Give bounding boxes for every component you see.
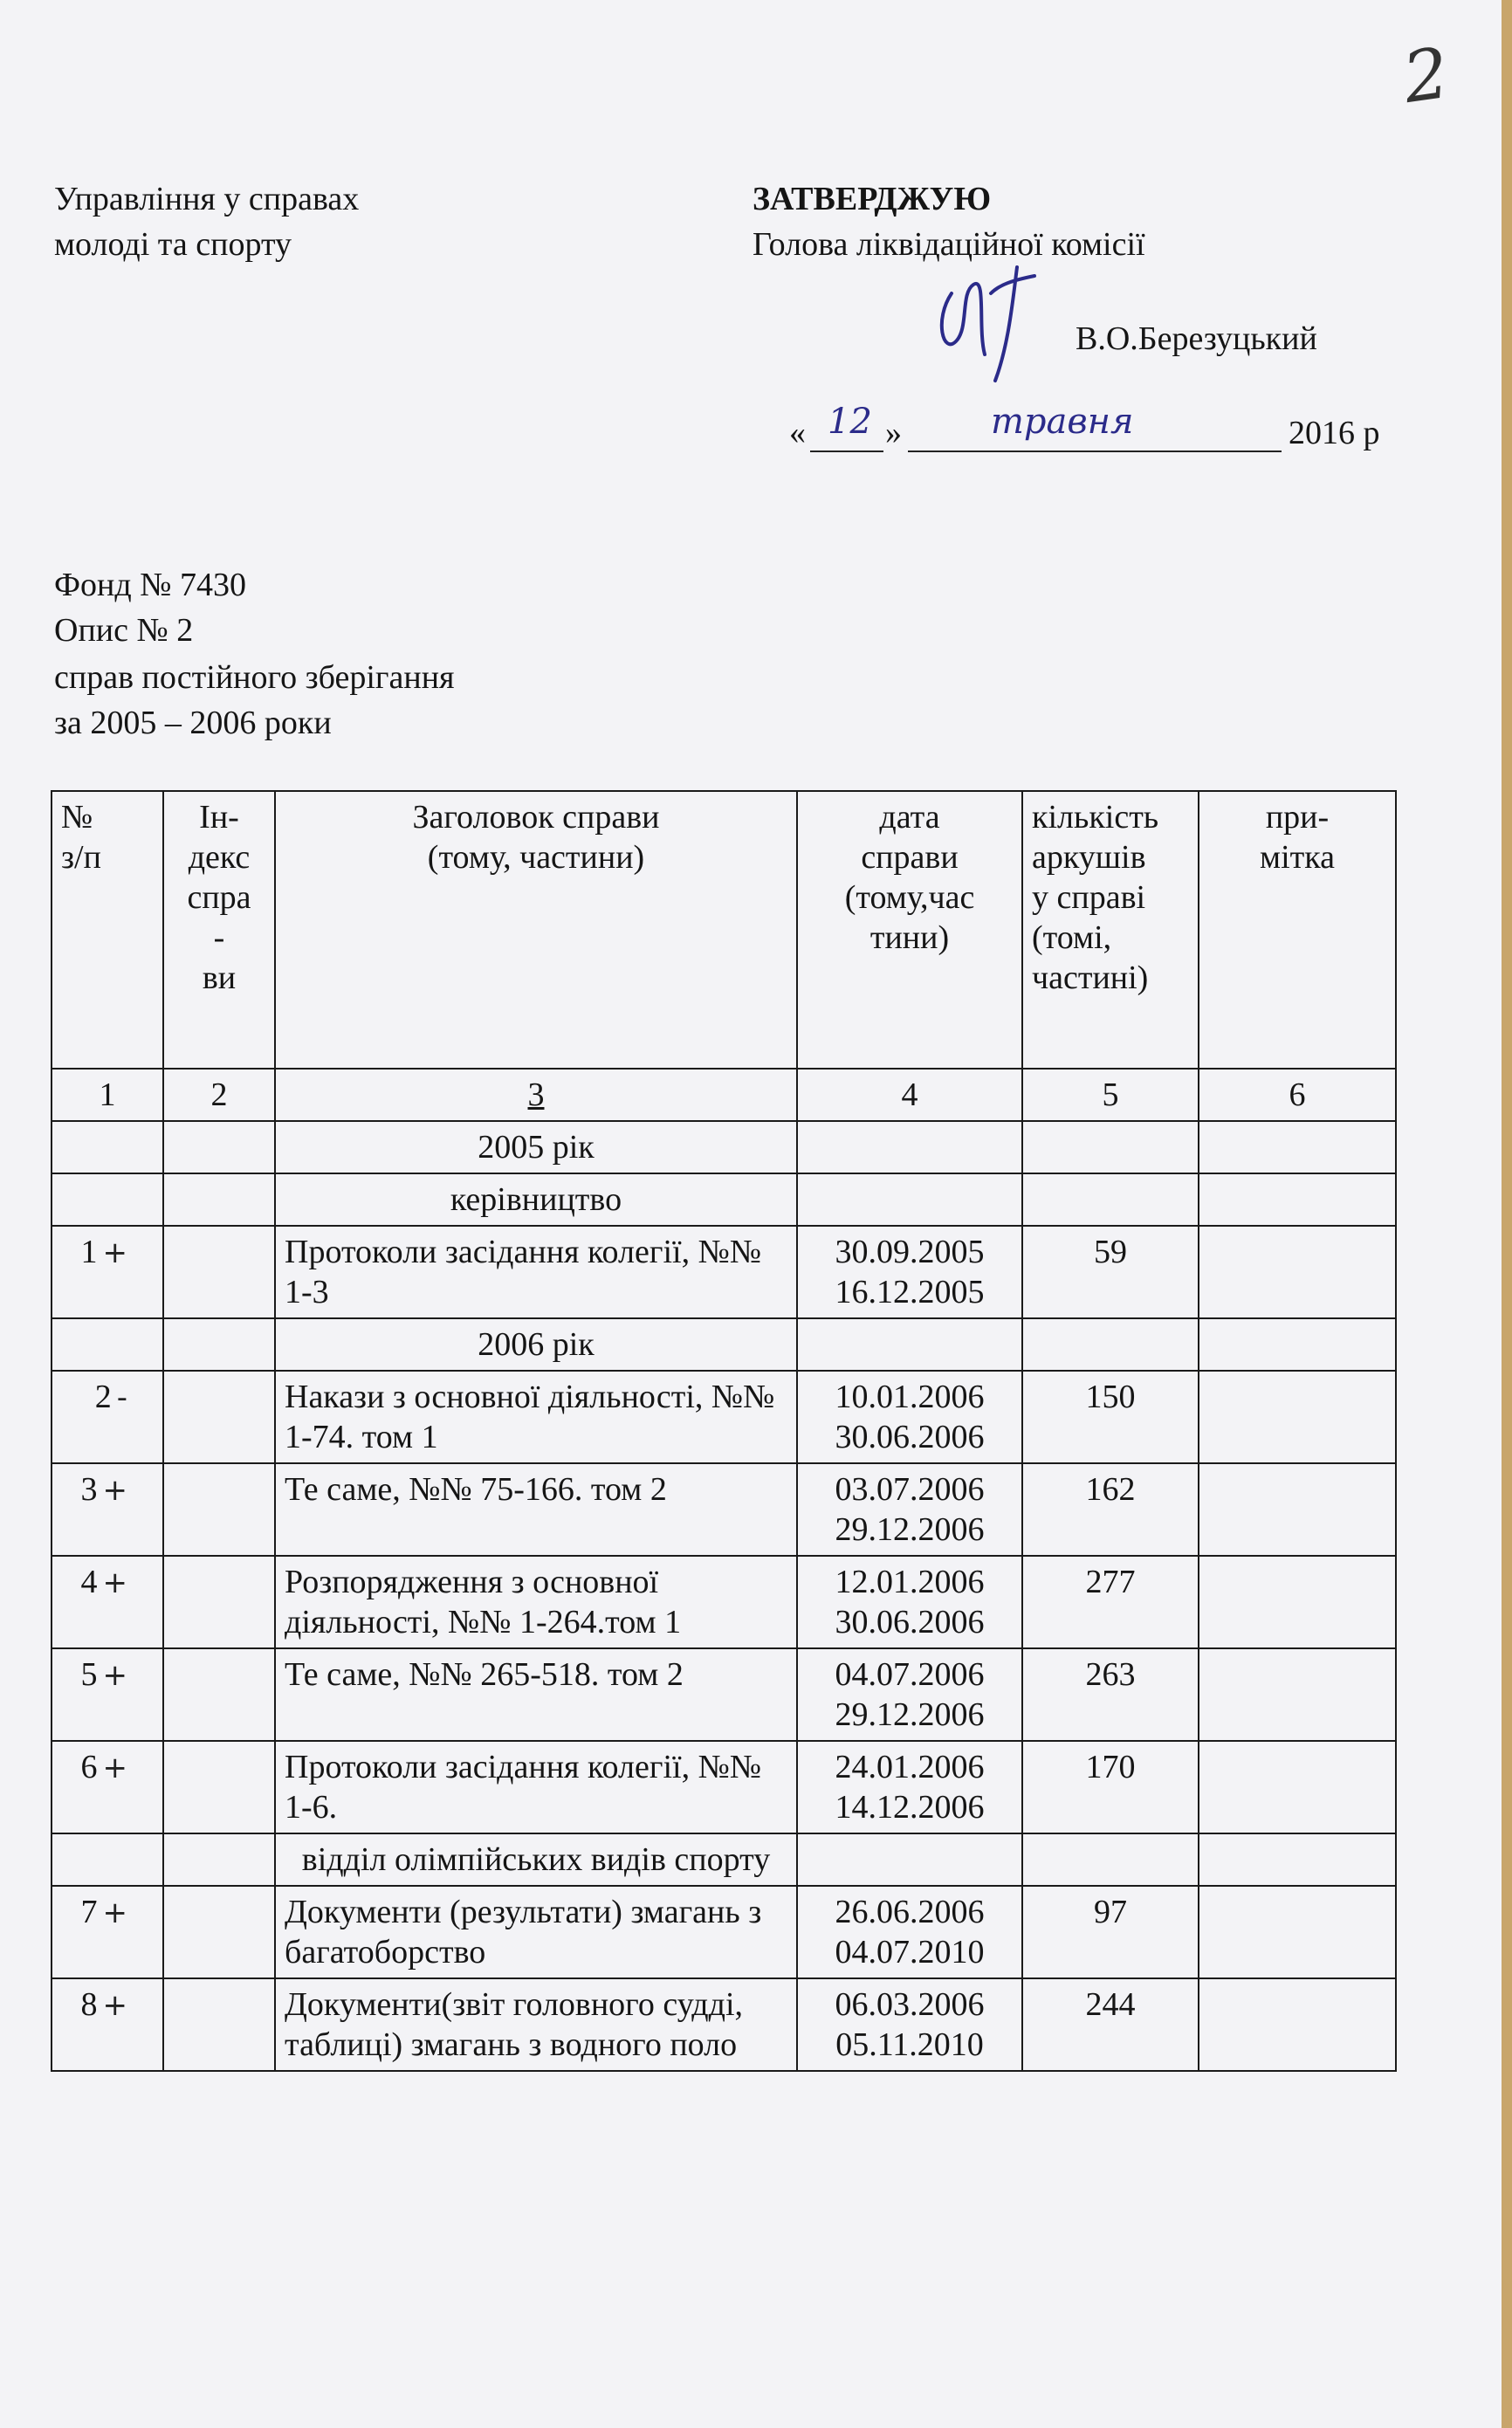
section-row (52, 1833, 1396, 1886)
check-mark: - (116, 1380, 127, 1415)
item-date-end: 16.12.2005 (835, 1274, 985, 1310)
date-day: 12 (828, 402, 872, 442)
item-sheets: 277 (1022, 1556, 1199, 1648)
item-date-start: 06.03.2006 (835, 1986, 985, 2023)
item-date-end: 30.06.2006 (835, 1604, 985, 1640)
header-note: при- мітка (1199, 791, 1396, 1069)
item-index (163, 1556, 275, 1648)
item-title: Те саме, №№ 265-518. том 2 (275, 1648, 797, 1741)
table-row (52, 1886, 1396, 1978)
item-number-cell (52, 1741, 163, 1833)
empty-cell (52, 1121, 163, 1173)
inventory-table (51, 790, 1397, 2072)
item-date-end: 14.12.2006 (835, 1789, 985, 1826)
item-index (163, 1463, 275, 1556)
item-index (163, 1886, 275, 1978)
item-date-end: 29.12.2006 (835, 1696, 985, 1733)
item-date-end: 29.12.2006 (835, 1511, 985, 1548)
item-index (163, 1226, 275, 1318)
item-title: Протоколи засідання колегії, №№ 1-3 (275, 1226, 797, 1318)
item-number-cell (52, 1226, 163, 1318)
item-date-start: 04.07.2006 (835, 1656, 985, 1693)
item-note (1199, 1978, 1396, 2071)
empty-cell (797, 1173, 1022, 1226)
approver-position: Голова ліквідаційної комісії (753, 226, 1145, 263)
check-mark: + (102, 1235, 127, 1270)
item-note (1199, 1226, 1396, 1318)
item-sheets: 170 (1022, 1741, 1199, 1833)
item-date-start: 26.06.2006 (835, 1894, 985, 1930)
item-date-start: 12.01.2006 (835, 1564, 985, 1600)
item-dates (797, 1371, 1022, 1463)
empty-cell (1022, 1318, 1199, 1371)
item-dates (797, 1463, 1022, 1556)
item-number-cell (52, 1556, 163, 1648)
section-title: відділ олімпійських видів спорту (275, 1833, 797, 1886)
column-number: 3 (275, 1069, 797, 1121)
org-name-line1: Управління у справах (54, 181, 360, 217)
approver-name: В.О.Березуцький (1076, 320, 1317, 357)
section-row (52, 1318, 1396, 1371)
item-dates (797, 1556, 1022, 1648)
item-title: Документи(звіт головного судді, таблиці) змагань з водного поло (275, 1978, 797, 2071)
empty-cell (797, 1121, 1022, 1173)
header-date: дата справи (тому,час тини) (797, 791, 1022, 1069)
check-mark: + (102, 1750, 127, 1785)
item-number: 4 (80, 1564, 98, 1600)
empty-cell (1022, 1173, 1199, 1226)
column-numbers-row (52, 1069, 1396, 1121)
item-date-start: 24.01.2006 (835, 1749, 985, 1785)
inventory-number: Опис № 2 (54, 612, 194, 649)
empty-cell (1022, 1121, 1199, 1173)
inventory-years: за 2005 – 2006 роки (54, 705, 332, 741)
item-index (163, 1648, 275, 1741)
paper-edge (1502, 0, 1512, 2428)
empty-cell (163, 1173, 275, 1226)
item-sheets: 244 (1022, 1978, 1199, 2071)
item-note (1199, 1648, 1396, 1741)
item-number-cell (52, 1463, 163, 1556)
item-number-cell (52, 1886, 163, 1978)
column-number: 2 (163, 1069, 275, 1121)
item-sheets: 150 (1022, 1371, 1199, 1463)
check-mark: + (102, 1565, 127, 1600)
column-number: 6 (1199, 1069, 1396, 1121)
item-index (163, 1741, 275, 1833)
date-month-line (908, 451, 1282, 452)
date-day-line (810, 451, 883, 452)
empty-cell (1022, 1833, 1199, 1886)
header-title: Заголовок справи (тому, частини) (275, 791, 797, 1069)
date-year: 2016 р (1289, 415, 1380, 451)
empty-cell (1199, 1833, 1396, 1886)
item-date-start: 30.09.2005 (835, 1234, 985, 1270)
item-dates (797, 1741, 1022, 1833)
inventory-description: справ постійного зберігання (54, 659, 455, 696)
empty-cell (1199, 1173, 1396, 1226)
item-sheets: 162 (1022, 1463, 1199, 1556)
header-index: Ін- декс спра - ви (163, 791, 275, 1069)
item-index (163, 1978, 275, 2071)
column-number: 1 (52, 1069, 163, 1121)
empty-cell (1199, 1121, 1396, 1173)
table-row (52, 1463, 1396, 1556)
empty-cell (797, 1318, 1022, 1371)
item-dates (797, 1648, 1022, 1741)
fund-number: Фонд № 7430 (54, 567, 246, 603)
table-row (52, 1371, 1396, 1463)
section-title: 2006 рік (275, 1318, 797, 1371)
item-note (1199, 1463, 1396, 1556)
item-number: 3 (80, 1471, 98, 1508)
item-dates (797, 1978, 1022, 2071)
section-row (52, 1173, 1396, 1226)
item-number: 2 (94, 1379, 112, 1415)
item-sheets: 97 (1022, 1886, 1199, 1978)
item-number-cell (52, 1978, 163, 2071)
item-dates (797, 1226, 1022, 1318)
column-number: 4 (797, 1069, 1022, 1121)
item-date-start: 10.01.2006 (835, 1379, 985, 1415)
item-date-end: 04.07.2010 (835, 1934, 985, 1971)
check-mark: + (102, 1473, 127, 1508)
check-mark: + (102, 1658, 127, 1693)
table-header-row (52, 791, 1396, 1069)
empty-cell (797, 1833, 1022, 1886)
item-number: 1 (80, 1234, 98, 1270)
item-sheets: 59 (1022, 1226, 1199, 1318)
section-title: 2005 рік (275, 1121, 797, 1173)
empty-cell (163, 1833, 275, 1886)
item-sheets: 263 (1022, 1648, 1199, 1741)
item-title: Документи (результати) змагань з багатоборство (275, 1886, 797, 1978)
table-row (52, 1648, 1396, 1741)
item-number: 6 (80, 1749, 98, 1785)
check-mark: + (102, 1895, 127, 1930)
item-title: Накази з основної діяльності, №№ 1-74. том 1 (275, 1371, 797, 1463)
item-note (1199, 1371, 1396, 1463)
item-index (163, 1371, 275, 1463)
item-number-cell (52, 1371, 163, 1463)
item-note (1199, 1741, 1396, 1833)
date-quote-close: » (885, 415, 902, 451)
item-date-start: 03.07.2006 (835, 1471, 985, 1508)
page-number: 2 (1398, 31, 1454, 120)
item-number: 8 (80, 1986, 98, 2023)
section-row (52, 1121, 1396, 1173)
approver-signature (925, 258, 1065, 389)
table-row (52, 1226, 1396, 1318)
table-row (52, 1556, 1396, 1648)
item-date-end: 30.06.2006 (835, 1419, 985, 1455)
org-name-line2: молоді та спорту (54, 226, 292, 263)
item-number: 7 (80, 1894, 98, 1930)
header-number: № з/п (52, 791, 163, 1069)
table-row (52, 1978, 1396, 2071)
item-dates (797, 1886, 1022, 1978)
item-title: Розпорядження з основної діяльності, №№ 1-264.том 1 (275, 1556, 797, 1648)
item-note (1199, 1556, 1396, 1648)
item-date-end: 05.11.2010 (835, 2026, 984, 2063)
item-note (1199, 1886, 1396, 1978)
empty-cell (52, 1318, 163, 1371)
empty-cell (1199, 1318, 1396, 1371)
table-row (52, 1741, 1396, 1833)
empty-cell (52, 1833, 163, 1886)
column-number: 5 (1022, 1069, 1199, 1121)
item-number-cell (52, 1648, 163, 1741)
item-title: Протоколи засідання колегії, №№ 1-6. (275, 1741, 797, 1833)
empty-cell (52, 1173, 163, 1226)
item-title: Те саме, №№ 75-166. том 2 (275, 1463, 797, 1556)
section-title: керівництво (275, 1173, 797, 1226)
approve-title: ЗАТВЕРДЖУЮ (753, 181, 992, 217)
header-sheets: кількість аркушів у справі (томі, частині) (1022, 791, 1199, 1069)
item-number: 5 (80, 1656, 98, 1693)
empty-cell (163, 1121, 275, 1173)
date-month: травня (991, 402, 1134, 442)
empty-cell (163, 1318, 275, 1371)
check-mark: + (102, 1988, 127, 2023)
date-quote-open: « (789, 415, 806, 451)
